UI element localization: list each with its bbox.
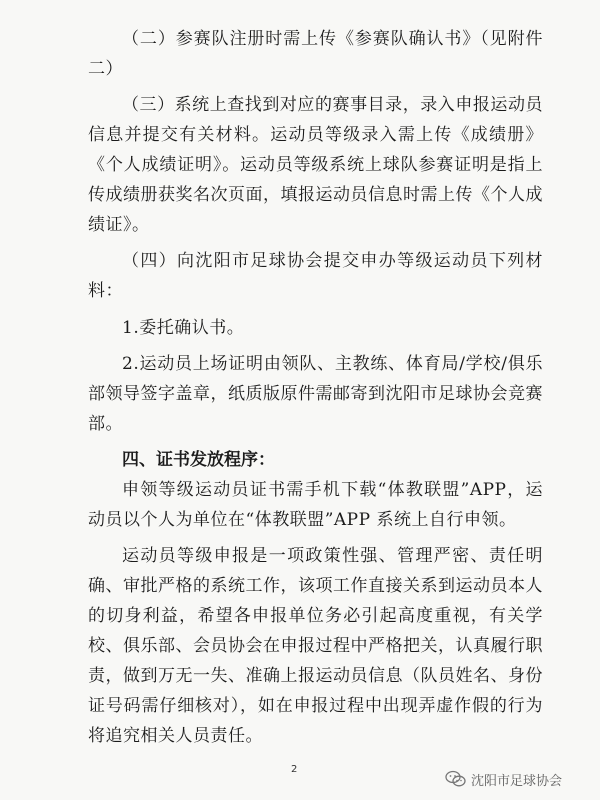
section-heading: 四、证书发放程序： (122, 450, 275, 470)
paragraph-item-4: （四）向沈阳市足球协会提交申办等级运动员下列材料： (88, 251, 543, 301)
paragraph-item-2: （二）参赛队注册时需上传《参赛队确认书》（见附件二） (88, 29, 543, 79)
document-body (88, 24, 543, 751)
material-item-2: 2.运动员上场证明由领队、主教练、体育局/学校/俱乐部领导签字盖章，纸质版原件需邮寄到沈阳市足球协会竞赛部。 (88, 354, 543, 434)
watermark (445, 768, 562, 790)
material-item-1: 1.委托确认书。 (122, 318, 245, 338)
page-number: 2 (291, 764, 298, 775)
watermark-text: 沈阳市足球协会 (471, 773, 563, 789)
paragraph-item-3: （三）系统上查找到对应的赛事目录，录入申报运动员信息并提交有关材料。运动员等级录入需上传《成绩册》《个人成绩证明》。运动员等级系统上球队参赛证明是指上传成绩册获奖名次页面，填报运动员信息时需上传《个人成绩证》。 (88, 95, 543, 235)
wechat-icon (445, 770, 467, 788)
body-paragraph-app: 申领等级运动员证书需手机下载“体教联盟”APP，运动员以个人为单位在“体教联盟”APP 系统上自行申领。 (88, 480, 543, 530)
body-paragraph-policy: 运动员等级申报是一项政策性强、管理严密、责任明确、审批严格的系统工作，该项工作直接关系到运动员本人的切身利益，希望各申报单位务必引起高度重视，有关学校、俱乐部、会员协会在申报过程中严格把关，认真履行职责，做到万无一失、准确上报运动员信息（队员姓名、身份证号码需仔细核对），如在申报过程中出现弄虚作假的行为将追究相关人员责任。 (88, 546, 543, 746)
